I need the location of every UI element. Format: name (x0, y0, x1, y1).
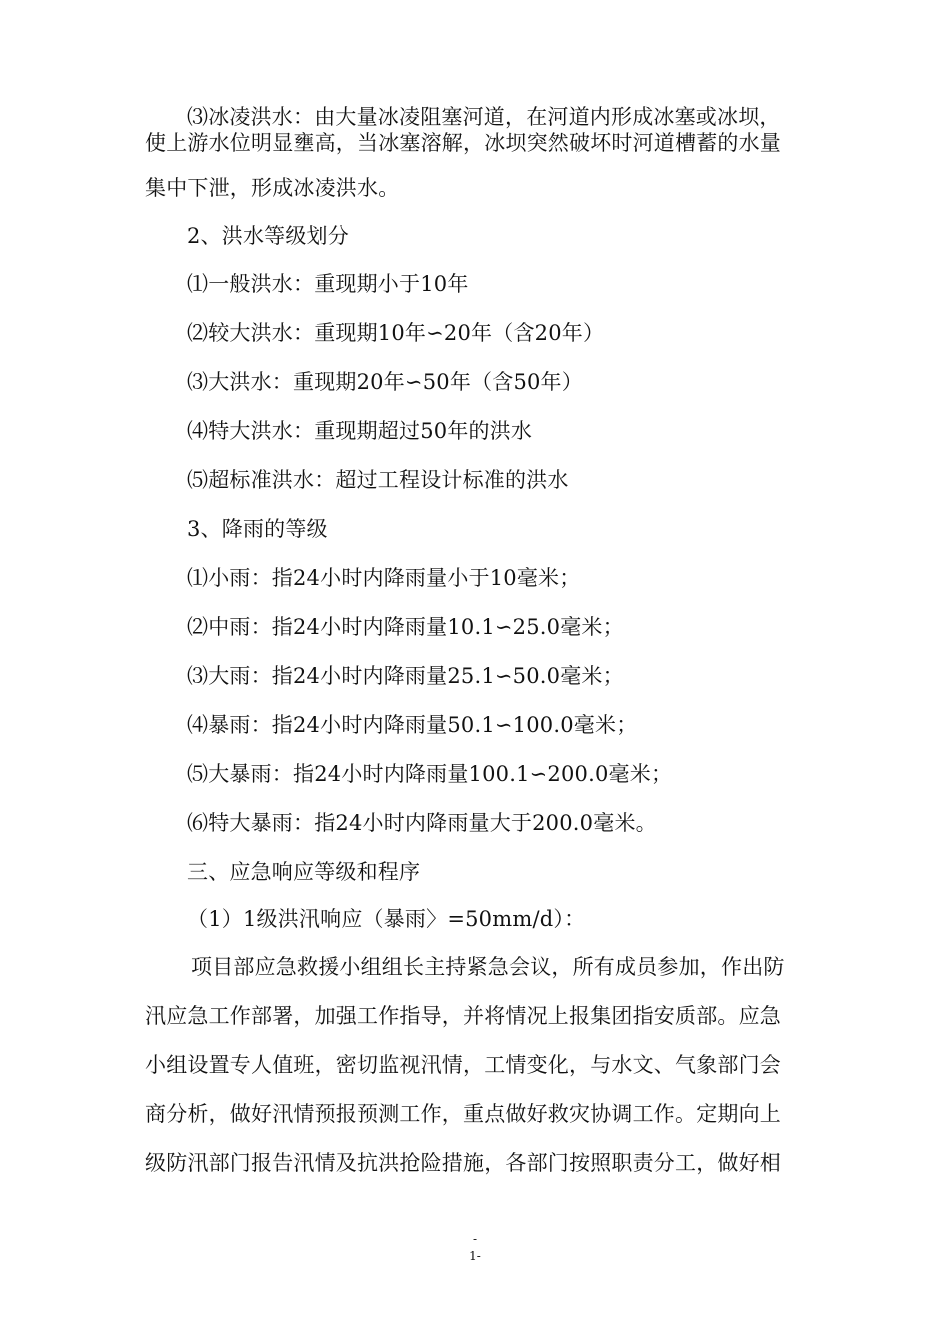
heading-flood-grade: 2、洪水等级划分 (187, 224, 349, 248)
list-item-flood-grade-1: ⑴一般洪水：重现期小于10年 (187, 272, 469, 296)
paragraph-ice-flood-line-2: 使上游水位明显壅高，当冰塞溶解，冰坝突然破坏时河道槽蓄的水量 (145, 131, 781, 155)
heading-emergency-response: 三、应急响应等级和程序 (187, 860, 421, 884)
paragraph-response-line-5: 级防汛部门报告汛情及抗洪抢险措施，各部门按照职责分工，做好相 (145, 1151, 781, 1175)
list-item-rain-1: ⑴小雨：指24小时内降雨量小于10毫米； (187, 566, 581, 590)
paragraph-response-line-1: 项目部应急救援小组组长主持紧急会议，所有成员参加，作出防 (191, 955, 785, 979)
list-item-flood-grade-3: ⑶大洪水：重现期20年∽50年（含50年） (187, 370, 583, 394)
list-item-flood-grade-4: ⑷特大洪水：重现期超过50年的洪水 (187, 419, 533, 443)
paragraph-ice-flood-line-1: ⑶冰凌洪水：由大量冰凌阻塞河道，在河道内形成冰塞或冰坝， (187, 105, 781, 129)
list-item-rain-6: ⑹特大暴雨：指24小时内降雨量大于200.0毫米。 (187, 811, 657, 835)
list-item-rain-2: ⑵中雨：指24小时内降雨量10.1∽25.0毫米； (187, 615, 624, 639)
list-item-flood-grade-2: ⑵较大洪水：重现期10年∽20年（含20年） (187, 321, 605, 345)
page-number: 1- (469, 1249, 481, 1263)
paragraph-response-line-2: 汛应急工作部署，加强工作指导，并将情况上报集团指安质部。应急 (145, 1004, 781, 1028)
list-item-rain-4: ⑷暴雨：指24小时内降雨量50.1∽100.0毫米； (187, 713, 638, 737)
paragraph-response-line-4: 商分析，做好汛情预报预测工作，重点做好救灾协调工作。定期向上 (145, 1102, 781, 1126)
footer-dash: - (472, 1232, 478, 1246)
paragraph-response-line-3: 小组设置专人值班，密切监视汛情，工情变化，与水文、气象部门会 (145, 1053, 781, 1077)
paragraph-ice-flood-line-3: 集中下泄，形成冰凌洪水。 (145, 176, 400, 200)
list-item-rain-5: ⑸大暴雨：指24小时内降雨量100.1∽200.0毫米； (187, 762, 673, 786)
subheading-level-1-response: （1）1级洪汛响应（暴雨〉=50mm/d）： (187, 907, 586, 931)
list-item-flood-grade-5: ⑸超标准洪水：超过工程设计标准的洪水 (187, 468, 569, 492)
heading-rainfall-grade: 3、降雨的等级 (187, 517, 328, 541)
list-item-rain-3: ⑶大雨：指24小时内降雨量25.1∽50.0毫米； (187, 664, 624, 688)
